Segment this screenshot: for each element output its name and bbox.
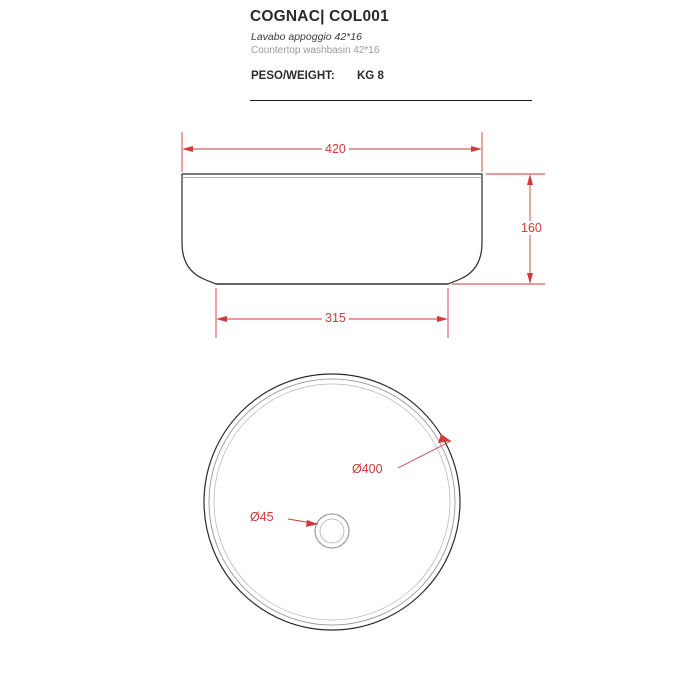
subtitle-english: Countertop washbasin 42*16: [251, 45, 380, 56]
dimension-label-diameter-outer: Ø400: [349, 462, 386, 476]
subtitle-italian: Lavabo appoggio 42*16: [251, 31, 362, 43]
weight-label: PESO/WEIGHT:: [251, 70, 335, 82]
dimension-label-height: 160: [518, 221, 545, 235]
basin-plan-outer-circle: [204, 374, 460, 630]
drain-inner-circle: [320, 519, 344, 543]
plan-view: [204, 374, 460, 630]
elevation-view: [182, 174, 482, 284]
dimension-label-width-bottom: 315: [322, 311, 349, 325]
basin-elevation-outline: [182, 174, 482, 284]
dimension-label-width-top: 420: [322, 142, 349, 156]
page-title: COGNAC| COL001: [250, 8, 389, 25]
weight-value: KG 8: [357, 70, 384, 82]
dimension-label-diameter-drain: Ø45: [247, 510, 277, 524]
